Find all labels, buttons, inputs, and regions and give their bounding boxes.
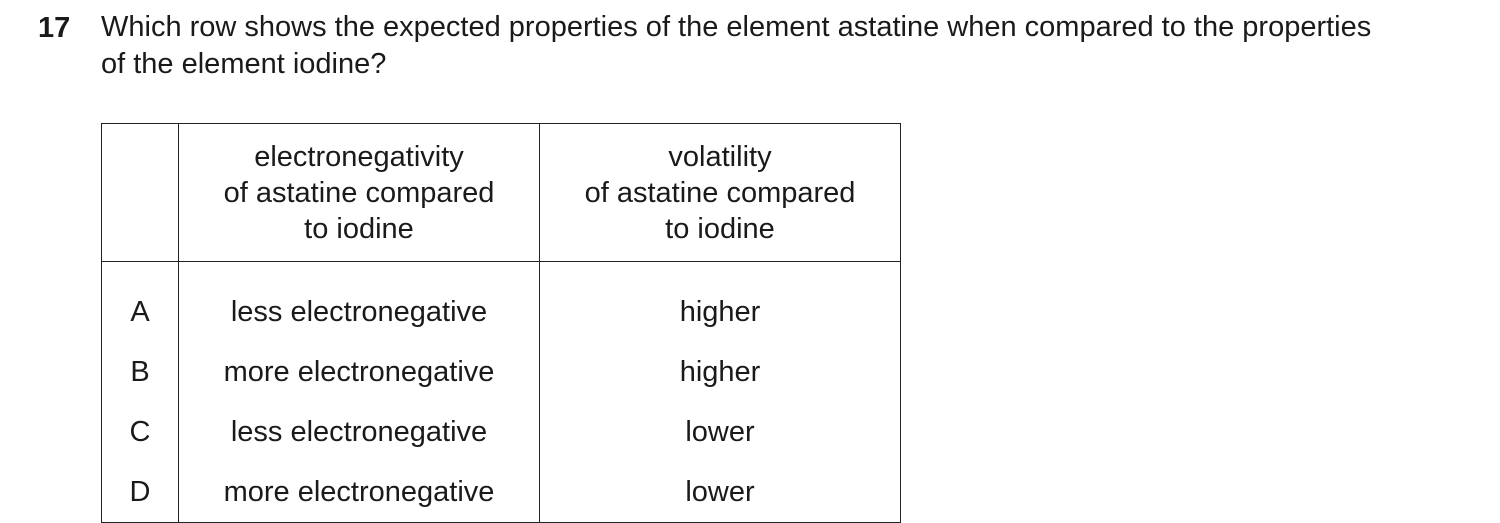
- row-letter: B: [102, 342, 179, 402]
- header-volatility: [540, 124, 901, 262]
- header-empty-cell: [102, 124, 179, 262]
- header-volatility-line-1: volatility: [668, 140, 772, 173]
- row-letter: C: [102, 402, 179, 462]
- question-number: 17: [38, 12, 71, 44]
- table-header-row: [102, 124, 901, 262]
- row-volatility: higher: [540, 342, 901, 402]
- table-row-a: [102, 262, 901, 343]
- row-electronegativity: less electronegative: [179, 262, 540, 343]
- row-letter: D: [102, 462, 179, 523]
- header-volatility-line-2: of astatine compared: [584, 176, 856, 209]
- answer-options-table: [101, 123, 901, 523]
- row-letter: A: [102, 262, 179, 343]
- row-volatility: lower: [540, 462, 901, 523]
- table-row-b: [102, 342, 901, 402]
- question-text-line-2: of the element iodine?: [101, 48, 387, 80]
- header-electronegativity-line-3: to iodine: [304, 212, 414, 245]
- header-volatility-line-3: to iodine: [665, 212, 775, 245]
- row-electronegativity: less electronegative: [179, 402, 540, 462]
- row-electronegativity: more electronegative: [179, 342, 540, 402]
- header-electronegativity-line-2: of astatine compared: [223, 176, 495, 209]
- header-electronegativity-line-1: electronegativity: [254, 140, 464, 173]
- header-electronegativity: [179, 124, 540, 262]
- question-text: [101, 9, 1461, 83]
- table-row-c: [102, 402, 901, 462]
- row-electronegativity: more electronegative: [179, 462, 540, 523]
- row-volatility: higher: [540, 262, 901, 343]
- row-volatility: lower: [540, 402, 901, 462]
- question-text-line-1: Which row shows the expected properties of the element astatine when compared to the properties: [101, 11, 1372, 43]
- table-row-d: [102, 462, 901, 523]
